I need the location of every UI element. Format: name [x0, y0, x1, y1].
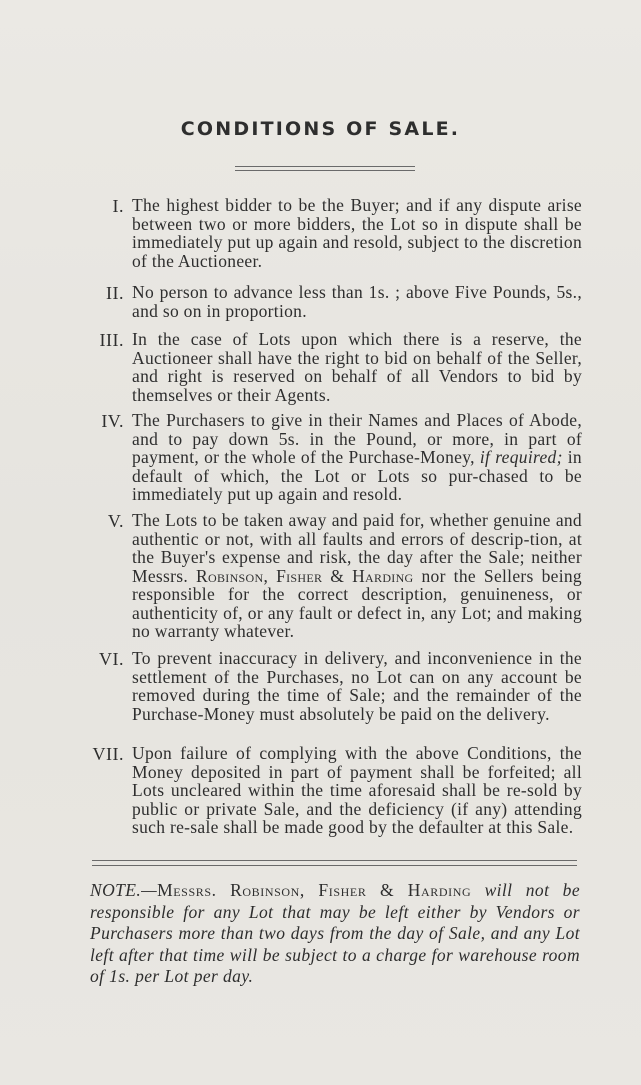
clause-text: [132, 411, 582, 504]
note-text: will not be responsible for any Lot that may be left either by Vendors or Purchasers more than two days from the day of Sale, and any Lot left after that time will be subject to a charge for warehouse room of 1s. per Lot per day.: [90, 880, 580, 986]
clause-text-italic: if required;: [479, 447, 563, 467]
clause-number: II.: [106, 283, 124, 303]
clause-text: No person to advance less than 1s. ; above Five Pounds, 5s., and so on in proportion.: [132, 282, 582, 321]
clause-number: VI.: [99, 649, 124, 669]
clause-text: In the case of Lots upon which there is a reserve, the Auctioneer shall have the right to bid on behalf of the Seller, and right is reserved on behalf of all Vendors to bid by themselves or their Agents.: [132, 329, 582, 405]
document-title: CONDITIONS OF SALE.: [180, 118, 461, 140]
firm-names: Robinson, Fisher & Harding: [196, 565, 414, 586]
clause-number: VII.: [92, 744, 124, 764]
clause-text-part: nor the Sellers being responsible for the correct description, genuineness, or authenticity of, or any fault or defect in, any Lot; and making no warranty whatever.: [132, 565, 582, 641]
clause-number: V.: [107, 511, 124, 531]
clause-text: To prevent inaccuracy in delivery, and inconvenience in the settlement of the Purchases, no Lot can on any account be removed during the time of Sale; and the remainder of the Purchase-Money must absolutely be paid on the delivery.: [132, 648, 582, 724]
note-lead: NOTE.—: [90, 880, 158, 900]
clause-number: IV.: [101, 411, 124, 431]
clause-number: I.: [112, 196, 124, 216]
clause-text-part: in default of which, the Lot or Lots so pur-chased to be immediately put up again and resold.: [132, 447, 582, 504]
clause-text: Upon failure of complying with the above Conditions, the Money deposited in part of payment shall be forfeited; all Lots uncleared within the time aforesaid shall be re-sold by public or private Sale, and the deficiency (if any) attending such re-sale shall be made good by the defaulter at this Sale.: [132, 743, 582, 837]
title-double-rule: [235, 166, 415, 171]
clause-text-part: The Purchasers to give in their Names and Places of Abode, and to pay down 5s. in the Pound, or more, in part of payment, or the whole of the Purchase-Money,: [132, 410, 582, 467]
note-firm-names: Messrs. Robinson, Fisher & Harding: [157, 880, 472, 900]
note-double-rule: [92, 860, 577, 866]
clause-number: III.: [99, 330, 124, 350]
note-paragraph: [90, 880, 580, 988]
clause-text: [132, 511, 582, 641]
clause-text: The highest bidder to be the Buyer; and if any dispute arise between two or more bidders, the Lot so in dispute shall be immediately put up again and resold, subject to the discretion of the Auctioneer.: [132, 195, 582, 271]
clause-text-part: The Lots to be taken away and paid for, whether genuine and authentic or not, with all faults and errors of descrip-tion, at the Buyer's expense and risk, the day after the Sale; neither Messrs.: [132, 510, 582, 586]
